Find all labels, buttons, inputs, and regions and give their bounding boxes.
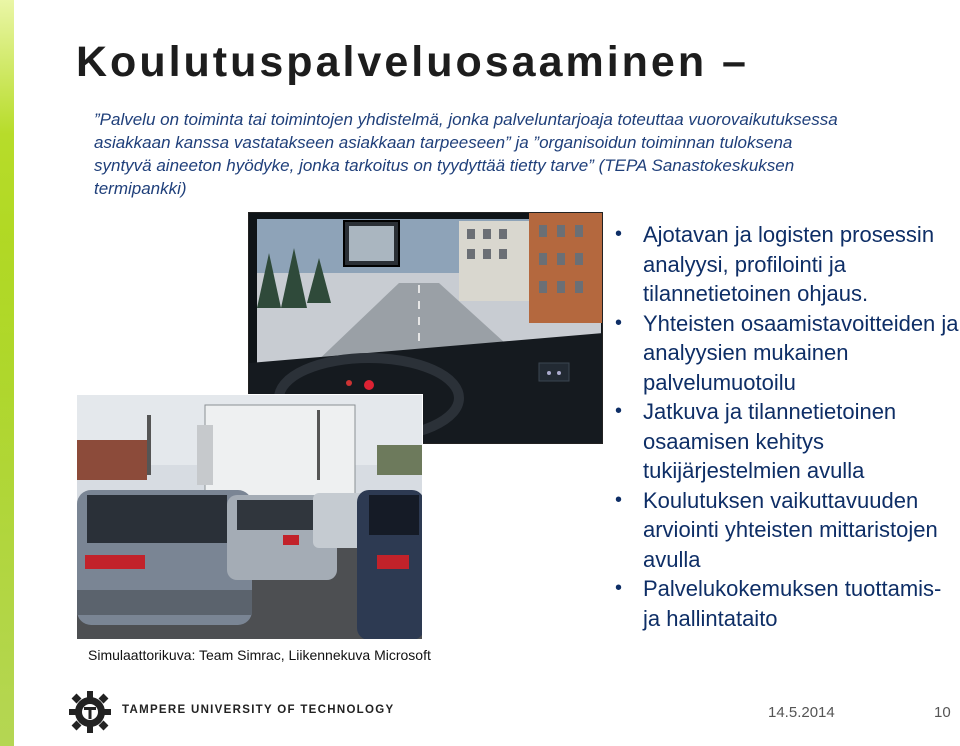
bullet-icon: • [615,400,623,422]
bullet-item [615,309,960,398]
bullet-item [615,397,960,486]
gear-logo-icon [68,690,112,734]
bullet-text: Yhteisten osaamistavoitteiden ja analyysien mukainen palvelumuotoilu [643,310,959,395]
bullet-text: Palvelukokemuksen tuottamis- ja hallintataito [643,576,942,631]
slide-date: 14.5.2014 [768,704,835,721]
bullet-icon: • [615,311,623,334]
bullet-item [615,574,960,633]
bullet-item [615,220,960,309]
bullet-text: Ajotavan ja logisten prosessin analyysi, profilointi ja tilannetietoinen ohjaus. [643,222,935,306]
bullet-icon: • [615,577,623,599]
slide-title: Koulutuspalveluosaaminen – [76,38,749,86]
traffic-photo [76,394,423,640]
bullet-list [615,220,960,633]
definition-quote: ”Palvelu on toiminta tai toimintojen yhdistelmä, jonka palveluntarjoaja toteuttaa vuorovaikutuksessa asiakkaan kanssa vastatakseen asiakkaan tarpeeseen” ja ”organisoidun toiminnan tuloksena syntyvä aineeton hyödyke, jonka tarkoitus on tyydyttää tietty tarve” (TEPA Sanastokeskuksen termipankki) [94,110,838,198]
bullet-text: Koulutuksen vaikuttavuuden arviointi yhteisten mittaristojen avulla [643,487,938,572]
page-number: 10 [934,704,951,721]
bullet-icon: • [615,223,623,245]
bullet-text: Jatkuva ja tilannetietoinen osaamisen kehitys tukijärjestelmien avulla [643,399,897,483]
bullet-item [615,486,960,575]
bullet-icon: • [615,488,623,511]
accent-bar [0,0,14,746]
photo-caption: Simulaattorikuva: Team Simrac, Liikennekuva Microsoft [88,647,431,663]
university-name: TAMPERE UNIVERSITY OF TECHNOLOGY [122,704,395,716]
